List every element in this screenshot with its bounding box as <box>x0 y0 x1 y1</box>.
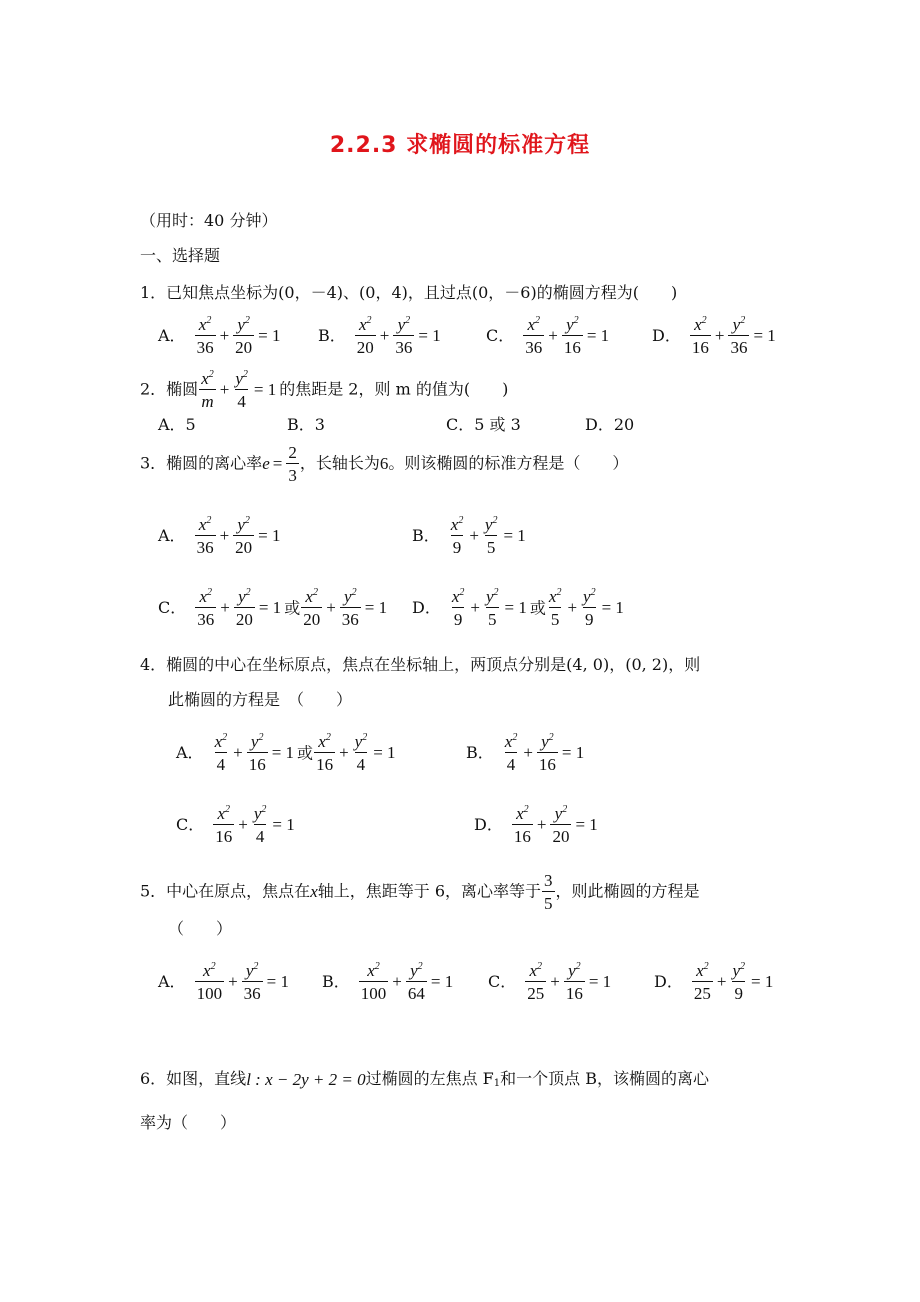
fraction <box>581 588 598 628</box>
fraction <box>728 316 749 356</box>
fraction-denominator: 64 <box>406 981 427 1002</box>
fraction-numerator: $y^2$ <box>732 961 745 980</box>
fraction-denominator: 5 <box>542 891 555 912</box>
ellipse-equation: $\frac{x^2}{36}$ + $\frac{y^2}{20}$ = 1 <box>196 315 281 357</box>
fraction-numerator: $y^2$ <box>237 315 250 334</box>
fraction <box>562 316 583 356</box>
fraction-denominator: 5 <box>549 607 562 628</box>
option-label: A． <box>158 972 186 991</box>
question-6-prefix: 6．如图，直线 <box>140 1069 247 1088</box>
ellipse-equation: $\frac{x^2}{36}$ + $\frac{y^2}{16}$ = 1 <box>525 315 610 357</box>
fraction-denominator: 36 <box>195 535 216 556</box>
question-3-option-b <box>412 516 529 556</box>
option-label: B． <box>412 526 440 545</box>
fraction-denominator: 16 <box>690 335 711 356</box>
fraction-denominator: 25 <box>525 981 546 1002</box>
fraction-denominator: 36 <box>195 335 216 356</box>
fraction-denominator: 36 <box>340 607 361 628</box>
eccentricity-symbol: e <box>262 454 270 473</box>
fraction-numerator: $x^2$ <box>504 732 518 751</box>
question-6-suffix: 和一个顶点 B，该椭圆的离心 <box>500 1069 710 1088</box>
question-3-prefix: 3．椭圆的离心率 <box>140 453 263 473</box>
fraction <box>199 370 216 410</box>
option-label: D． <box>412 598 441 617</box>
ellipse-equation: $\frac{x^2}{20}$ + $\frac{y^2}{36}$ = 1 <box>303 587 388 629</box>
question-2-option-a: A．5 <box>158 415 196 434</box>
option-label: C． <box>176 815 205 834</box>
fraction-numerator: 3 <box>544 871 553 890</box>
ellipse-equation: $\frac{x^2}{36}$ + $\frac{y^2}{20}$ = 1 <box>197 587 282 629</box>
question-5-option <box>654 962 776 1002</box>
question-3-option-d: D． $\frac{x^2}{9}$ + $\frac{y^2}{5}$ = 1 或 $\frac{x^2}{5}$ + $\frac{y^2}{9}$ = 1 <box>412 588 627 628</box>
fraction-denominator: 4 <box>254 824 267 845</box>
page-title: 2.2.3 求椭圆的标准方程 <box>329 133 591 158</box>
ellipse-equation: $\frac{x^2}{9}$ + $\frac{y^2}{5}$ = 1 <box>450 515 526 557</box>
fraction-numerator: $y^2$ <box>344 587 357 606</box>
question-1-option <box>318 316 444 356</box>
eccentricity-fraction <box>541 872 556 912</box>
option-label: D． <box>652 326 681 345</box>
fraction <box>450 588 467 628</box>
time-note: （用时：40 分钟） <box>140 211 278 230</box>
fraction <box>503 733 520 773</box>
question-5-line-2: （ ） <box>168 919 233 938</box>
ellipse-equation: $\frac{x^2}{25}$ + $\frac{y^2}{16}$ = 1 <box>527 961 612 1003</box>
fraction <box>301 588 322 628</box>
question-2-option-b: B．3 <box>287 415 325 434</box>
ellipse-equation: $\frac{x^2}{25}$ + $\frac{y^2}{9}$ = 1 <box>693 961 774 1003</box>
question-4-option-d <box>474 805 601 845</box>
option-label: B． <box>318 326 346 345</box>
fraction-numerator: $y^2$ <box>238 587 251 606</box>
fraction <box>252 805 269 845</box>
question-4-option-b <box>466 733 587 773</box>
fraction-denominator: 16 <box>537 752 558 773</box>
fraction-numerator: $y^2$ <box>566 315 579 334</box>
fraction-numerator: $y^2$ <box>583 587 596 606</box>
fraction-numerator: $x^2$ <box>217 804 231 823</box>
option-label: C． <box>486 326 515 345</box>
fraction-denominator: 4 <box>505 752 518 773</box>
fraction-numerator: $y^2$ <box>541 732 554 751</box>
fraction <box>512 805 533 845</box>
question-2-equation <box>198 370 279 410</box>
plus-sign: + <box>219 380 230 399</box>
ellipse-equation: $\frac{x^2}{16}$ + $\frac{y^2}{20}$ = 1 <box>513 804 598 846</box>
fraction-denominator: 100 <box>195 981 225 1002</box>
ellipse-equation: $\frac{x^2}{36}$ + $\frac{y^2}{20}$ = 1 <box>196 515 281 557</box>
fraction <box>449 516 466 556</box>
fraction-numerator: $y^2$ <box>484 515 498 534</box>
fraction-numerator: $x^2$ <box>450 515 464 534</box>
fraction-denominator: 20 <box>301 607 322 628</box>
question-5-option <box>322 962 456 1002</box>
question-5-mid: 轴上，焦距等于 6，离心率等于 <box>317 881 542 901</box>
fraction-numerator: $y^2$ <box>485 587 499 606</box>
fraction-denominator: 36 <box>393 335 414 356</box>
option-label: B． <box>322 972 350 991</box>
fraction <box>195 588 216 628</box>
question-2-option-d: D．20 <box>585 415 635 434</box>
question-3-option-a <box>158 516 284 556</box>
section-heading: 一、选择题 <box>140 246 221 265</box>
option-label: A． <box>158 526 186 545</box>
fraction <box>213 733 230 773</box>
fraction <box>195 316 216 356</box>
option-label: A． <box>176 743 204 762</box>
ellipse-equation: $\frac{x^2}{9}$ + $\frac{y^2}{5}$ = 1 <box>451 587 527 629</box>
option-label: D． <box>474 815 503 834</box>
question-2-prefix: 2．椭圆 <box>140 379 199 399</box>
fraction-denominator: 16 <box>512 824 533 845</box>
fraction <box>233 316 254 356</box>
fraction <box>525 962 546 1002</box>
fraction-denominator: 16 <box>247 752 268 773</box>
fraction-denominator: 20 <box>550 824 571 845</box>
question-2-option-c: C．5 或 3 <box>446 415 521 434</box>
fraction-numerator: $x^2$ <box>203 961 216 980</box>
question-6-line-2: 率为（ ） <box>140 1113 237 1132</box>
fraction-numerator: $y^2$ <box>250 732 264 751</box>
fraction-numerator: $x^2$ <box>198 315 212 334</box>
fraction <box>406 962 427 1002</box>
fraction-denominator: 4 <box>355 752 368 773</box>
fraction-denominator: 4 <box>215 752 228 773</box>
fraction-numerator: $y^2$ <box>568 961 581 980</box>
question-5-stem <box>140 872 700 912</box>
fraction-denominator: 36 <box>728 335 749 356</box>
fraction-numerator: $x^2$ <box>367 961 380 980</box>
fraction <box>195 962 225 1002</box>
question-3-mid: ，长轴长为 <box>299 453 380 473</box>
fraction-numerator: $x^2$ <box>516 804 529 823</box>
fraction-denominator: 36 <box>242 981 263 1002</box>
ellipse-equation: $\frac{x^2}{4}$ + $\frac{y^2}{16}$ = 1 <box>214 732 295 774</box>
ellipse-equation: $\frac{x^2}{16}$ + $\frac{y^2}{4}$ = 1 <box>316 732 396 774</box>
fraction-denominator: 9 <box>583 607 596 628</box>
question-4-line-2: 此椭圆的方程是 （ ） <box>168 690 353 709</box>
x-axis-symbol: x <box>310 882 318 901</box>
ellipse-equation: $\frac{x^2}{100}$ + $\frac{y^2}{64}$ = 1 <box>360 961 454 1003</box>
fraction-denominator: 36 <box>195 607 216 628</box>
fraction-denominator: 20 <box>233 535 254 556</box>
fraction-numerator: $x^2$ <box>318 732 331 751</box>
ellipse-equation: $\frac{x^2}{16}$ + $\frac{y^2}{36}$ = 1 <box>691 315 776 357</box>
fraction-denominator: 20 <box>355 335 376 356</box>
question-5-prefix: 5．中心在原点，焦点在 <box>140 881 311 901</box>
fraction <box>550 805 571 845</box>
fraction-denominator: 100 <box>359 981 389 1002</box>
ellipse-equation: $\frac{x^2}{4}$ + $\frac{y^2}{16}$ = 1 <box>504 732 585 774</box>
fraction-denominator: 16 <box>562 335 583 356</box>
fraction-numerator: $x^2$ <box>214 732 228 751</box>
question-1-option <box>652 316 779 356</box>
fraction-denominator: 20 <box>234 607 255 628</box>
fraction-numerator: $x^2$ <box>305 587 318 606</box>
question-3-suffix: 。则该椭圆的标准方程是（ ） <box>388 453 629 473</box>
option-label: C． <box>488 972 517 991</box>
fraction <box>242 962 263 1002</box>
fraction <box>353 733 370 773</box>
major-axis-value: 6 <box>379 454 389 473</box>
fraction <box>286 444 299 484</box>
fraction <box>247 733 268 773</box>
fraction-numerator: $y^2$ <box>235 369 248 388</box>
fraction-denominator: 36 <box>523 335 544 356</box>
fraction-numerator: $x^2$ <box>451 587 465 606</box>
fraction-denominator: 16 <box>213 824 234 845</box>
fraction <box>355 316 376 356</box>
fraction-denominator: 16 <box>564 981 585 1002</box>
question-3-option-c: C． $\frac{x^2}{36}$ + $\frac{y^2}{20}$ = 1 或 $\frac{x^2}{20}$ + $\frac{y^2}{36}$ = 1 <box>158 588 390 628</box>
question-1-stem: 1．已知焦点坐标为(0，－4)、(0，4)，且过点(0，－6)的椭圆方程为( ) <box>140 283 678 302</box>
fraction <box>692 962 713 1002</box>
fraction-denominator: 16 <box>314 752 335 773</box>
fraction <box>359 962 389 1002</box>
fraction-denominator: 4 <box>235 389 248 410</box>
ellipse-equation: $\frac{x^2}{16}$ + $\frac{y^2}{4}$ = 1 <box>215 804 295 846</box>
question-3-stem <box>140 444 628 484</box>
fraction <box>547 588 564 628</box>
fraction-numerator: $x^2$ <box>529 961 543 980</box>
fraction-denominator: 5 <box>486 607 499 628</box>
fraction-numerator: $x^2$ <box>694 315 707 334</box>
option-label: A． <box>158 326 186 345</box>
ellipse-equation: $\frac{x^2}{20}$ + $\frac{y^2}{36}$ = 1 <box>356 315 441 357</box>
fraction <box>484 588 501 628</box>
fraction-denominator: 5 <box>485 535 498 556</box>
ellipse-equation: $\frac{x^2}{5}$ + $\frac{y^2}{9}$ = 1 <box>548 587 624 629</box>
option-label: C． <box>158 598 187 617</box>
question-6-mid: 过椭圆的左焦点 F <box>365 1069 494 1088</box>
fraction-denominator: 20 <box>233 335 254 356</box>
fraction-numerator: $x^2$ <box>199 587 213 606</box>
focus-subscript: 1 <box>493 1078 501 1089</box>
line-equation: l : x − 2y + 2 = 0 <box>246 1069 366 1089</box>
fraction-numerator: $y^2$ <box>245 961 259 980</box>
fraction-numerator: $x^2$ <box>198 515 212 534</box>
fraction <box>213 805 234 845</box>
fraction-numerator: $y^2$ <box>732 315 746 334</box>
fraction-denominator: 9 <box>732 981 745 1002</box>
question-1-option <box>158 316 284 356</box>
question-5-option <box>158 962 292 1002</box>
question-5-suffix: ，则此椭圆的方程是 <box>555 881 700 901</box>
fraction <box>195 516 216 556</box>
fraction-denominator: m <box>199 389 215 410</box>
fraction-numerator: $y^2$ <box>354 732 368 751</box>
fraction <box>537 733 558 773</box>
fraction-numerator: $x^2$ <box>358 315 372 334</box>
fraction <box>234 588 255 628</box>
fraction-numerator: $y^2$ <box>554 804 568 823</box>
question-1-option <box>486 316 612 356</box>
fraction <box>233 516 254 556</box>
ellipse-equation: $\frac{x^2}{100}$ + $\frac{y^2}{36}$ = 1 <box>196 961 289 1003</box>
fraction-denominator: 9 <box>451 535 464 556</box>
question-2-stem <box>140 370 508 410</box>
fraction-numerator: $y^2$ <box>253 804 267 823</box>
fraction-numerator: 2 <box>288 443 297 462</box>
fraction <box>483 516 500 556</box>
question-4-line-1: 4．椭圆的中心在坐标原点，焦点在坐标轴上，两顶点分别是(4, 0)，(0, 2)，则 <box>140 655 701 674</box>
fraction-numerator: $y^2$ <box>237 515 250 534</box>
fraction <box>690 316 711 356</box>
fraction-denominator: 9 <box>452 607 465 628</box>
fraction <box>233 370 250 410</box>
option-label: B． <box>466 743 494 762</box>
option-label: D． <box>654 972 683 991</box>
question-6-stem <box>140 1068 709 1091</box>
fraction-denominator: 25 <box>692 981 713 1002</box>
question-5-option <box>488 962 614 1002</box>
eccentricity-expression: e = $\frac{2}{3}$ <box>262 443 297 485</box>
fraction <box>730 962 747 1002</box>
fraction <box>523 316 544 356</box>
fraction-numerator: $y^2$ <box>410 961 423 980</box>
fraction <box>393 316 414 356</box>
fraction-numerator: $x^2$ <box>527 315 541 334</box>
question-4-option-a: A． $\frac{x^2}{4}$ + $\frac{y^2}{16}$ = 1 或 $\frac{x^2}{16}$ + $\frac{y^2}{4}$ = 1 <box>176 733 399 773</box>
fraction <box>340 588 361 628</box>
fraction <box>564 962 585 1002</box>
fraction-numerator: $y^2$ <box>397 315 411 334</box>
question-4-option-c <box>176 805 298 845</box>
equals-one: = 1 <box>253 380 277 399</box>
question-2-suffix: 的焦距是 2，则 m 的值为( ) <box>279 379 509 399</box>
fraction-denominator: 3 <box>286 463 299 484</box>
fraction <box>314 733 335 773</box>
fraction-numerator: $x^2$ <box>696 961 709 980</box>
fraction-numerator: $x^2$ <box>201 369 214 388</box>
fraction-numerator: $x^2$ <box>548 587 562 606</box>
